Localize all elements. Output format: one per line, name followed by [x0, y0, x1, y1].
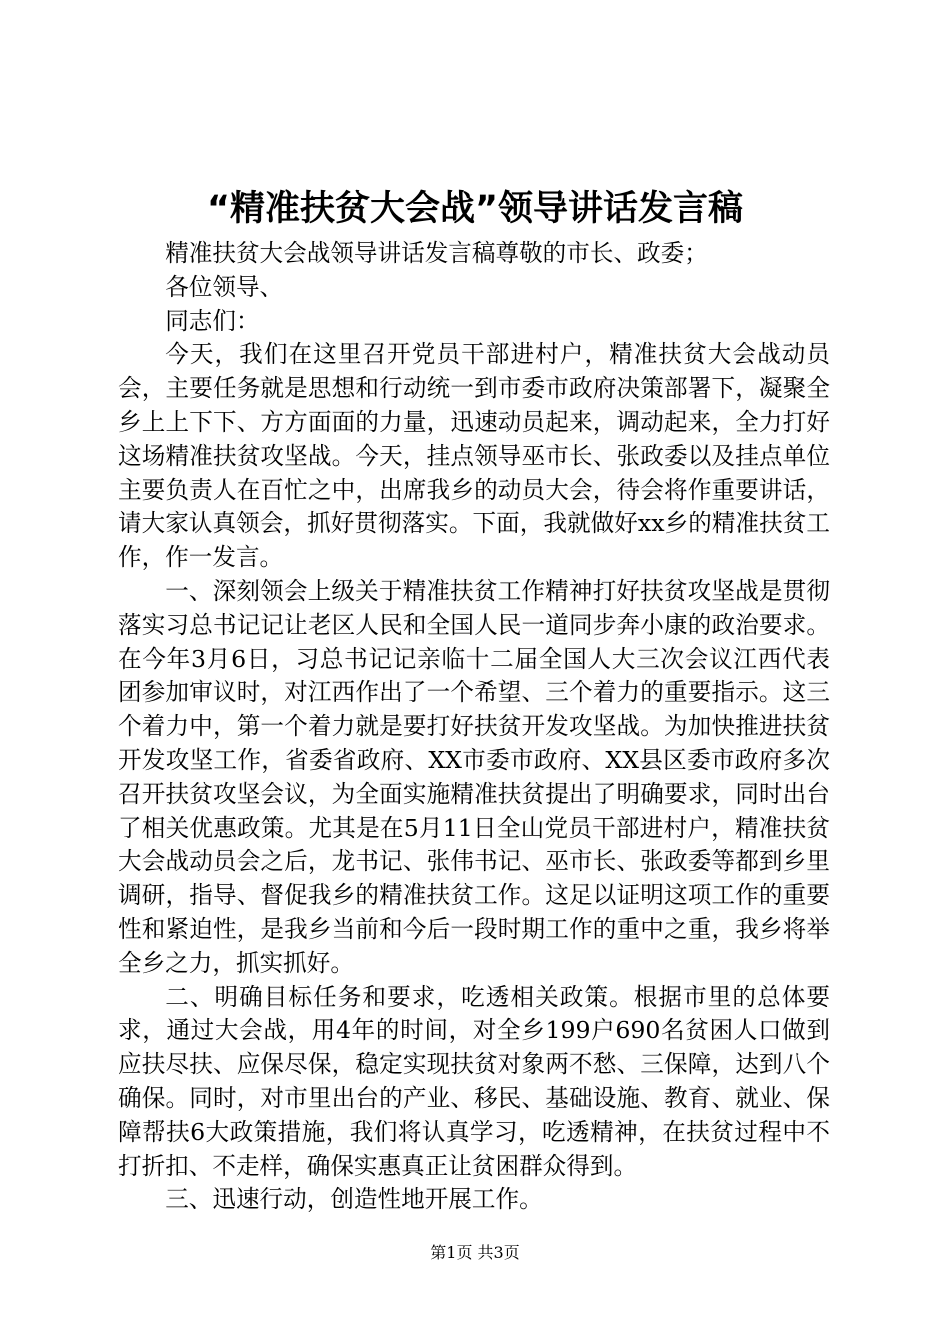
paragraph-greeting: 精准扶贫大会战领导讲话发言稿尊敬的市长、政委；: [165, 239, 708, 267]
paragraph-section-two: 二、明确目标任务和要求，吃透相关政策。根据市里的总体要求，通过大会战，用4年的时间，对全乡199户690名贫困人口做到应扶尽扶、应保尽保，稳定实现扶贫对象两不愁、三保障，达到八个确保。同时，对市里出台的产业、移民、基础设施、教育、就业、保障帮扶6大政策措施，我们将认真学习，吃透精神，在扶贫过程中不打折扣、不走样，确保实惠真正让贫困群众得到。: [118, 982, 830, 1180]
paragraph-salutation-comrades: 同志们：: [165, 306, 260, 335]
document-body: [118, 237, 830, 1217]
paragraph-salutation-leaders: 各位领导、: [165, 272, 284, 301]
paragraph-section-three: 三、迅速行动，创造性地开展工作。: [165, 1185, 543, 1214]
page-number-footer: 第1页 共3页: [430, 1243, 520, 1262]
document-title: “精准扶贫大会战”领导讲话发言稿: [206, 189, 743, 229]
paragraph-section-one: 一、深刻领会上级关于精准扶贫工作精神打好扶贫攻坚战是贯彻落实习总书记记让老区人民和全国人民一道同步奔小康的政治要求。在今年3月6日，习总书记记亲临十二届全国人大三次会议江西代表团参加审议时，对江西作出了一个希望、三个着力的重要指示。这三个着力中，第一个着力就是要打好扶贫开发攻坚战。为加快推进扶贫开发攻坚工作，省委省政府、XX市委市政府、XX县区委市政府多次召开扶贫攻坚会议，为全面实施精准扶贫提出了明确要求，同时出台了相关优惠政策。尤其是在5月11日全山党员干部进村户，精准扶贫大会战动员会之后，龙书记、张伟书记、巫市长、张政委等都到乡里调研，指导、督促我乡的精准扶贫工作。这足以证明这项工作的重要性和紧迫性，是我乡当前和今后一段时期工作的重中之重，我乡将举全乡之力，抓实抓好。: [118, 576, 830, 977]
paragraph-intro: 今天，我们在这里召开党员干部进村户，精准扶贫大会战动员会，主要任务就是思想和行动统一到市委市政府决策部署下，凝聚全乡上上下下、方方面面的力量，迅速动员起来，调动起来，全力打好这场精准扶贫攻坚战。今天，挂点领导巫市长、张政委以及挂点单位主要负责人在百忙之中，出席我乡的动员大会，待会将作重要讲话，请大家认真领会，抓好贯彻落实。下面，我就做好xx乡的精准扶贫工作，作一发言。: [118, 340, 830, 572]
